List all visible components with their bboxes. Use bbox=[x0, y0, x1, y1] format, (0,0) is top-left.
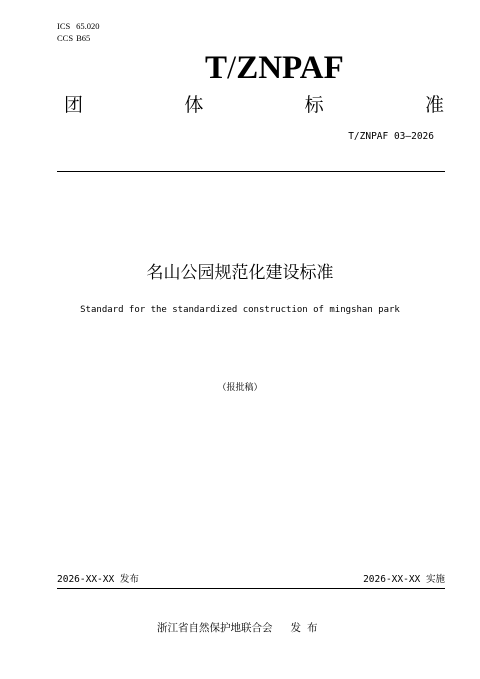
issuing-organization: 浙江省自然保护地联合会 bbox=[157, 622, 273, 634]
brand-slash: / bbox=[227, 50, 237, 86]
group-standard-char: 准 bbox=[424, 94, 444, 116]
ics-value: 65.020 bbox=[76, 21, 100, 31]
group-standard-char: 体 bbox=[184, 94, 204, 116]
brand-code: ZNPAF bbox=[236, 50, 344, 86]
brand-prefix: T bbox=[205, 50, 228, 86]
ics-code bbox=[57, 20, 100, 32]
footer-divider bbox=[57, 588, 445, 589]
implement-date: 2026-XX-XX 实施 bbox=[363, 574, 445, 585]
draft-status: （报批稿） bbox=[217, 383, 263, 393]
classification-codes bbox=[57, 20, 100, 44]
ics-label: ICS bbox=[57, 21, 71, 31]
standard-brand-mark bbox=[205, 48, 344, 88]
group-standard-heading bbox=[64, 93, 444, 117]
ccs-value: B65 bbox=[76, 33, 91, 43]
standard-number: T/ZNPAF 03—2026 bbox=[348, 131, 434, 142]
document-title-chinese: 名山公园规范化建设标准 bbox=[146, 263, 334, 283]
header-divider bbox=[57, 171, 445, 172]
document-title-english: Standard for the standardized construction of mingshan park bbox=[80, 305, 400, 315]
issue-action: 发布 bbox=[290, 622, 324, 634]
publish-date: 2026-XX-XX 发布 bbox=[57, 574, 139, 585]
ccs-label: CCS bbox=[57, 33, 74, 43]
group-standard-char: 标 bbox=[304, 94, 324, 116]
group-standard-char: 团 bbox=[64, 94, 84, 116]
issuer-line bbox=[157, 621, 324, 635]
ccs-code bbox=[57, 32, 100, 44]
